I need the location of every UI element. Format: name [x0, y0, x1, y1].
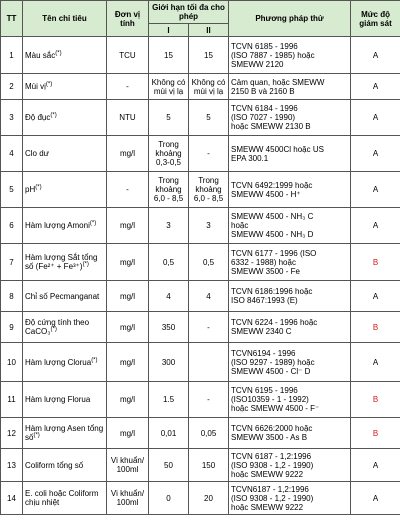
- row-tt: 13: [1, 449, 23, 482]
- row-gioi-han-i: 350: [149, 312, 189, 343]
- row-don-vi: mg/l: [107, 244, 149, 281]
- row-ten-chi-tieu: [23, 208, 107, 244]
- row-muc-do: A: [351, 136, 400, 172]
- row-gioi-han-ii: -: [189, 382, 229, 418]
- row-ten-text: pH: [25, 185, 36, 194]
- row-muc-do: B: [351, 418, 400, 449]
- phuong-phap-line: SMEWW 4500 - Cl⁻ D: [231, 366, 311, 376]
- row-ten-chi-tieu: [23, 343, 107, 382]
- row-don-vi: mg/l: [107, 418, 149, 449]
- row-gioi-han-ii: 150: [189, 449, 229, 482]
- row-tt: 10: [1, 343, 23, 382]
- header-gioi-han-i: I: [149, 24, 189, 37]
- row-ten-chi-tieu: [23, 37, 107, 74]
- row-tt: 14: [1, 482, 23, 515]
- phuong-phap-line: (ISO 7027 - 1990): [231, 113, 296, 122]
- row-gioi-han-ii: 5: [189, 100, 229, 136]
- table-row: [1, 343, 400, 382]
- phuong-phap-line: (ISO 9297 - 1989) hoặc: [231, 357, 315, 367]
- table-row: [1, 37, 400, 74]
- row-gioi-han-ii: 0,5: [189, 244, 229, 281]
- phuong-phap-line: SMEWW 3500 - As B: [231, 433, 308, 442]
- row-gioi-han-i: 0,5: [149, 244, 189, 281]
- row-gioi-han-i: 4: [149, 281, 189, 312]
- phuong-phap-line: (ISO10359 - 1 - 1992): [231, 395, 309, 404]
- phuong-phap-line: SMEWW 3500 - Fe: [231, 266, 300, 276]
- row-muc-do: A: [351, 343, 400, 382]
- row-muc-do: A: [351, 208, 400, 244]
- row-ten-sup: (*): [35, 184, 42, 191]
- table-body: [1, 37, 400, 515]
- row-gioi-han-i: 15: [149, 37, 189, 74]
- row-gioi-han-i: 0: [149, 482, 189, 515]
- header-don-vi-tinh: Đơn vị tính: [107, 1, 149, 37]
- row-don-vi: mg/l: [107, 382, 149, 418]
- row-ten-chi-tieu: [23, 281, 107, 312]
- phuong-phap-line: (ISO 9308 - 1,2 - 1990): [231, 460, 314, 470]
- row-don-vi: -: [107, 74, 149, 100]
- phuong-phap-line: TCVN 6492:1999 hoặc: [231, 180, 313, 190]
- phuong-phap-line: SMEWW 4500 - H⁺: [231, 189, 301, 199]
- row-ten-text: Hàm lượng Clorua: [25, 357, 92, 367]
- table-row: [1, 449, 400, 482]
- phuong-phap-line: TCVN 6187 - 1,2:1996: [231, 451, 312, 461]
- header-ten-chi-tieu: Tên chỉ tiêu: [23, 1, 107, 37]
- phuong-phap-line: TCVN 6224 - 1996 hoặc: [231, 318, 318, 327]
- table-row: [1, 281, 400, 312]
- row-gioi-han-ii: -: [189, 136, 229, 172]
- phuong-phap-line: SMEWW 4500 - NH₃ C: [231, 212, 314, 221]
- row-phuong-phap: [229, 74, 351, 100]
- row-don-vi: mg/l: [107, 208, 149, 244]
- row-ten-text: Hàm lượng Sắt tổng số (Fe²⁺ + Fe³⁺): [25, 253, 98, 271]
- phuong-phap-line: hoặc SMEWW 9222: [231, 469, 304, 479]
- row-tt: 7: [1, 244, 23, 281]
- row-muc-do: B: [351, 382, 400, 418]
- row-don-vi: mg/l: [107, 343, 149, 382]
- row-don-vi: TCU: [107, 37, 149, 74]
- row-tt: 11: [1, 382, 23, 418]
- row-don-vi: NTU: [107, 100, 149, 136]
- phuong-phap-line: hoặc: [231, 221, 249, 230]
- row-ten-sup: (*): [89, 220, 97, 227]
- row-tt: 12: [1, 418, 23, 449]
- phuong-phap-line: (ISO 7887 - 1985) hoặc: [231, 50, 315, 60]
- row-muc-do: A: [351, 449, 400, 482]
- row-phuong-phap: [229, 482, 351, 515]
- row-tt: 9: [1, 312, 23, 343]
- row-phuong-phap: [229, 136, 351, 172]
- row-ten-text: Độ cứng tính theo CaCO₃: [25, 318, 90, 336]
- header-gioi-han: Giới hạn tối đa cho phép: [149, 1, 229, 24]
- row-phuong-phap: [229, 244, 351, 281]
- row-muc-do: B: [351, 312, 400, 343]
- row-gioi-han-ii: Không có mùi vị lạ: [189, 74, 229, 100]
- row-gioi-han-ii: Trong khoảng 6,0 - 8,5: [189, 172, 229, 208]
- phuong-phap-line: TCVN 6184 - 1996: [231, 104, 298, 113]
- row-phuong-phap: [229, 100, 351, 136]
- row-ten-sup: (*): [91, 356, 98, 363]
- row-gioi-han-ii: -: [189, 312, 229, 343]
- row-don-vi: Vi khuẩn/ 100ml: [107, 482, 149, 515]
- row-gioi-han-ii: 0,05: [189, 418, 229, 449]
- row-ten-text: Hàm lượng Florua: [25, 395, 91, 404]
- phuong-phap-line: TCVN6194 - 1996: [231, 348, 296, 358]
- row-tt: 6: [1, 208, 23, 244]
- row-don-vi: -: [107, 172, 149, 208]
- header-muc-do-giam-sat: Mức độ giám sát: [351, 1, 400, 37]
- row-gioi-han-i: Trong khoảng 6,0 - 8,5: [149, 172, 189, 208]
- row-phuong-phap: [229, 281, 351, 312]
- phuong-phap-line: TCVN 6185 - 1996: [231, 41, 298, 51]
- phuong-phap-line: TCVN 6186:1996 hoặc: [231, 287, 313, 296]
- phuong-phap-line: TCVN6187 - 1,2:1996: [231, 484, 309, 494]
- row-gioi-han-i: 0,01: [149, 418, 189, 449]
- header-tt: TT: [1, 1, 23, 37]
- row-ten-text: Hàm lượng Amoni: [25, 221, 90, 230]
- phuong-phap-line: Cảm quan, hoặc SMEWW: [231, 77, 325, 87]
- row-phuong-phap: [229, 449, 351, 482]
- row-ten-chi-tieu: [23, 172, 107, 208]
- phuong-phap-line: TCVN 6195 - 1996: [231, 386, 298, 395]
- row-muc-do: A: [351, 172, 400, 208]
- row-ten-text: Màu sắc: [25, 50, 56, 60]
- row-ten-sup: (*): [33, 432, 40, 439]
- row-ten-chi-tieu: [23, 312, 107, 343]
- row-tt: 8: [1, 281, 23, 312]
- row-don-vi: mg/l: [107, 136, 149, 172]
- phuong-phap-line: SMEWW 2340 C: [231, 327, 292, 336]
- row-muc-do: A: [351, 281, 400, 312]
- table-row: [1, 312, 400, 343]
- table-row: [1, 244, 400, 281]
- row-ten-text: E. coli hoặc Coliform chịu nhiệt: [25, 489, 99, 507]
- row-phuong-phap: [229, 382, 351, 418]
- row-phuong-phap: [229, 172, 351, 208]
- row-tt: 5: [1, 172, 23, 208]
- row-gioi-han-i: 300: [149, 343, 189, 382]
- row-gioi-han-ii: 20: [189, 482, 229, 515]
- phuong-phap-line: 6332 - 1988) hoặc: [231, 257, 296, 267]
- phuong-phap-line: SMEWW 4500 - NH₃ D: [231, 230, 314, 239]
- table-row: [1, 74, 400, 100]
- row-gioi-han-ii: 15: [189, 37, 229, 74]
- row-ten-chi-tieu: [23, 482, 107, 515]
- row-gioi-han-i: 50: [149, 449, 189, 482]
- row-ten-chi-tieu: [23, 418, 107, 449]
- row-tt: 4: [1, 136, 23, 172]
- row-gioi-han-i: 3: [149, 208, 189, 244]
- row-phuong-phap: [229, 312, 351, 343]
- row-don-vi: mg/l: [107, 312, 149, 343]
- row-muc-do: A: [351, 100, 400, 136]
- row-don-vi: Vi khuẩn/ 100ml: [107, 449, 149, 482]
- row-ten-text: Coliform tổng số: [25, 460, 84, 470]
- phuong-phap-line: hoặc SMEWW 4500 - F⁻: [231, 404, 320, 413]
- phuong-phap-line: SMEWW 2120: [231, 59, 284, 69]
- row-phuong-phap: [229, 418, 351, 449]
- phuong-phap-line: EPA 300.1: [231, 153, 269, 163]
- table-row: [1, 100, 400, 136]
- row-ten-sup: (*): [45, 81, 53, 88]
- row-ten-chi-tieu: [23, 100, 107, 136]
- table-row: [1, 172, 400, 208]
- row-ten-chi-tieu: [23, 74, 107, 100]
- phuong-phap-line: (ISO 9308 - 1,2 - 1990): [231, 493, 314, 503]
- phuong-phap-line: TCVN 6626:2000 hoặc: [231, 424, 313, 433]
- phuong-phap-line: hoặc SMEWW 9222: [231, 502, 304, 512]
- row-phuong-phap: [229, 343, 351, 382]
- row-gioi-han-i: 1.5: [149, 382, 189, 418]
- row-ten-chi-tieu: [23, 449, 107, 482]
- row-muc-do: A: [351, 74, 400, 100]
- table-row: [1, 382, 400, 418]
- phuong-phap-line: SMEWW 4500Cl hoặc US: [231, 144, 324, 154]
- table-row: [1, 136, 400, 172]
- row-ten-chi-tieu: [23, 136, 107, 172]
- row-phuong-phap: [229, 208, 351, 244]
- row-phuong-phap: [229, 37, 351, 74]
- row-ten-chi-tieu: [23, 382, 107, 418]
- row-tt: 2: [1, 74, 23, 100]
- header-phuong-phap-thu: Phương pháp thử: [229, 1, 351, 37]
- phuong-phap-line: hoặc SMEWW 2130 B: [231, 122, 311, 131]
- row-ten-text: Mùi vị: [25, 82, 46, 91]
- row-don-vi: mg/l: [107, 281, 149, 312]
- row-muc-do: B: [351, 244, 400, 281]
- row-gioi-han-ii: 4: [189, 281, 229, 312]
- phuong-phap-line: ISO 8467:1993 (E): [231, 296, 298, 305]
- row-tt: 1: [1, 37, 23, 74]
- row-muc-do: A: [351, 482, 400, 515]
- row-ten-sup: (*): [50, 112, 57, 119]
- header-gioi-han-ii: II: [189, 24, 229, 37]
- phuong-phap-line: TCVN 6177 - 1996 (ISO: [231, 248, 317, 258]
- row-gioi-han-i: Không có mùi vị lạ: [149, 74, 189, 100]
- row-ten-text: Chỉ số Pecmanganat: [25, 291, 100, 301]
- row-muc-do: A: [351, 37, 400, 74]
- table-row: [1, 208, 400, 244]
- row-gioi-han-ii: [189, 343, 229, 382]
- table-row: [1, 482, 400, 515]
- row-gioi-han-i: 5: [149, 100, 189, 136]
- phuong-phap-line: 2150 B và 2160 B: [231, 86, 295, 96]
- row-ten-chi-tieu: [23, 244, 107, 281]
- row-gioi-han-i: Trong khoảng 0,3-0,5: [149, 136, 189, 172]
- row-ten-text: Clo dư: [25, 149, 50, 158]
- row-ten-sup: (*): [82, 261, 89, 268]
- row-ten-text: Độ đục: [25, 113, 51, 122]
- row-ten-sup: (*): [55, 49, 62, 56]
- row-ten-sup: (*): [50, 326, 57, 333]
- row-tt: 3: [1, 100, 23, 136]
- row-ten-text: Hàm lượng Asen tổng số: [25, 424, 104, 442]
- row-gioi-han-ii: 3: [189, 208, 229, 244]
- table-row: [1, 418, 400, 449]
